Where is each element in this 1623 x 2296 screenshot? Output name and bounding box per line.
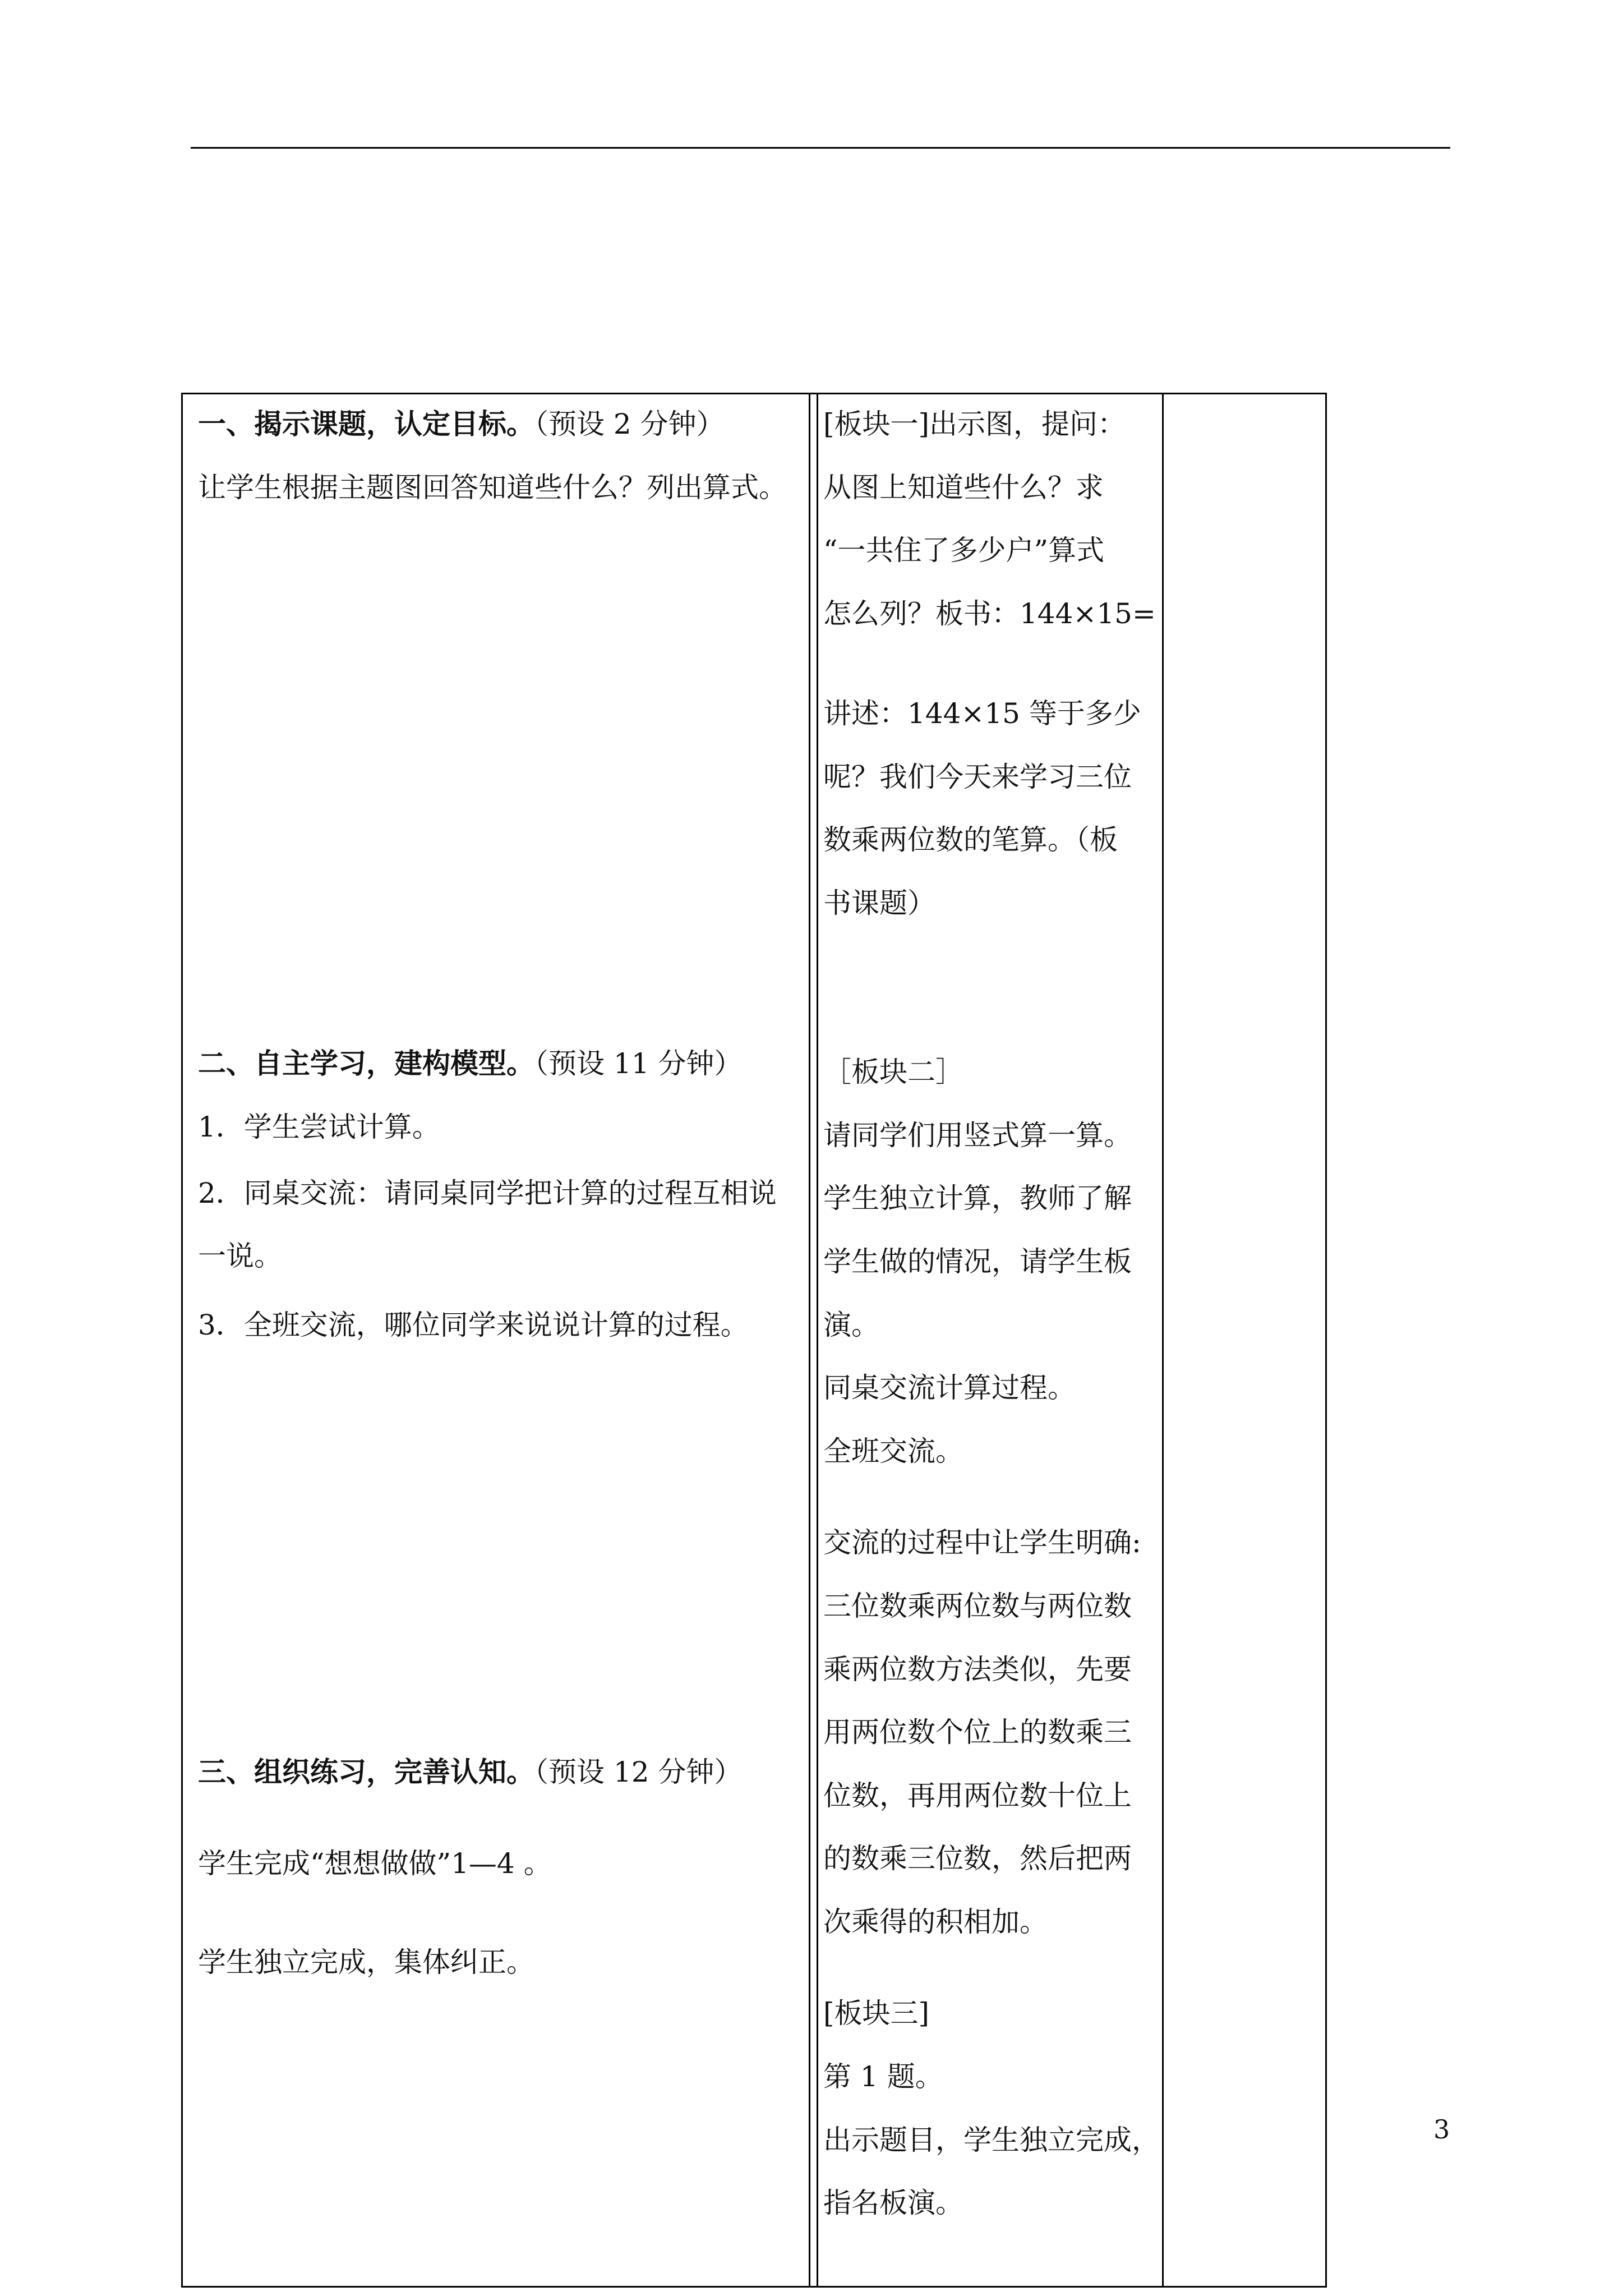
section-2-item-2-line-1: 2．同桌交流：请同桌同学把计算的过程互相说 [198,1177,777,1209]
middle-line: 学生独立计算，教师了解 [823,1182,1132,1214]
section-3-title: 三、组织练习，完善认知。 [198,1755,534,1788]
middle-line: 怎么列？板书：144×15= [823,597,1156,630]
column-divider [1162,394,1164,2286]
middle-line: 三位数乘两位数与两位数 [823,1590,1132,1622]
middle-line: 次乘得的积相加。 [823,1906,1048,1938]
section-2-item-3: 3．全班交流，哪位同学来说说计算的过程。 [198,1309,749,1341]
middle-line: 数乘两位数的笔算。（板 [823,823,1118,856]
middle-line: 位数，再用两位数十位上 [823,1779,1132,1812]
middle-line: 用两位数个位上的数乘三 [823,1716,1132,1749]
middle-line: [板块三] [823,1997,930,2030]
lesson-plan-table [181,393,1327,2288]
middle-line: [板块一]出示图，提问： [823,408,1126,440]
middle-line: 请同学们用竖式算一算。 [823,1119,1132,1152]
section-3-line-1: 学生完成“想想做做”1—4 。 [198,1847,552,1880]
section-2-time: （预设 11 分钟） [534,1047,743,1080]
middle-line: 学生做的情况，请学生板 [823,1245,1132,1278]
section-2-heading [198,1046,742,1081]
column-divider [817,394,818,2286]
middle-line: “一共住了多少户”算式 [823,534,1105,567]
middle-line: 书课题） [823,887,935,919]
section-1-title: 一、揭示课题，认定目标。 [198,407,534,440]
middle-line: 演。 [823,1309,879,1341]
middle-line: 乘两位数方法类似，先要 [823,1653,1132,1686]
section-3-heading [198,1755,742,1789]
header-rule [191,147,1450,149]
column-divider [809,394,810,2286]
section-3-time: （预设 12 分钟） [534,1756,743,1788]
middle-line: 第 1 题。 [823,2060,943,2093]
section-1-time: （预设 2 分钟） [534,408,725,440]
middle-line: 呢？我们今天来学习三位 [823,761,1132,793]
middle-line: 全班交流。 [823,1435,963,1467]
section-2-title: 二、自主学习，建构模型。 [198,1047,534,1080]
middle-line: 的数乘三位数，然后把两 [823,1842,1132,1875]
page-number: 3 [1433,2114,1450,2145]
middle-line: 交流的过程中让学生明确: [823,1526,1141,1559]
section-2-item-1: 1．学生尝试计算。 [198,1111,440,1143]
middle-line: 从图上知道些什么？求 [823,471,1104,504]
middle-line: 出示题目，学生独立完成， [823,2124,1160,2156]
middle-line: 讲述：144×15 等于多少 [823,697,1141,730]
middle-line: ［板块二］ [823,1056,963,1088]
section-3-line-2: 学生独立完成，集体纠正。 [198,1946,534,1978]
middle-line: 指名板演。 [823,2187,963,2219]
section-1-text: 让学生根据主题图回答知道些什么？列出算式。 [198,471,787,504]
middle-line: 同桌交流计算过程。 [823,1372,1076,1404]
section-1-heading [198,407,725,441]
section-2-item-2-line-2: 一说。 [198,1240,282,1272]
